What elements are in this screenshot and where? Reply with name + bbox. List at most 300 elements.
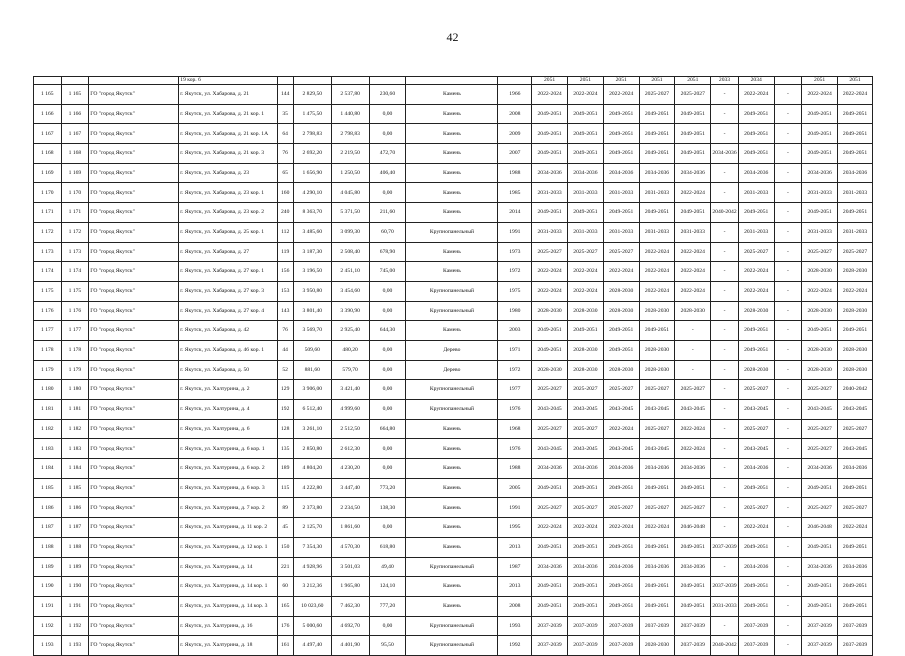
- cell-period: 2025-2027: [738, 242, 774, 262]
- cell-period: 2031-2033: [568, 222, 604, 242]
- cell-period: -: [711, 340, 739, 360]
- cell-period: 2034: [738, 77, 774, 85]
- cell-apartments: 119: [277, 242, 293, 262]
- cell-apartments: 176: [277, 616, 293, 636]
- table-row: [34, 124, 873, 144]
- cell-period: 2034-2036: [675, 459, 711, 479]
- cell-total-area: 2 829,50: [293, 85, 331, 105]
- cell-row-number: 1 170: [34, 183, 62, 203]
- cell-period: 2025-2027: [532, 498, 568, 518]
- cell-period: 2028-2030: [639, 301, 675, 321]
- cell-address: г. Якутск, ул. Хабарова, д. 42: [179, 321, 277, 341]
- cell-period: -: [774, 222, 802, 242]
- cell-address: г. Якутск, ул. Халтурина, д. 14 кор. 3: [179, 596, 277, 616]
- cell-row-number: 1 172: [34, 222, 62, 242]
- cell-period: 2049-2051: [838, 203, 873, 223]
- cell-row-number: 1 188: [34, 537, 62, 557]
- cell-residential-area: 480,20: [331, 340, 369, 360]
- cell-empty: [61, 77, 89, 85]
- cell-period: 2049-2051: [802, 577, 838, 597]
- cell-period: 2028-2030: [838, 360, 873, 380]
- cell-wall-material: Крупнопанельный: [406, 222, 498, 242]
- cell-period: 2049-2051: [639, 144, 675, 164]
- cell-period: -: [711, 557, 739, 577]
- cell-address: г. Якутск, ул. Хабарова, д. 27: [179, 242, 277, 262]
- cell-nonresidential-area: 0,00: [369, 124, 406, 144]
- cell-period: 2037-2039: [738, 636, 774, 656]
- cell-build-year: 1977: [498, 380, 532, 400]
- table-row: [34, 636, 873, 656]
- cell-period: -: [774, 242, 802, 262]
- cell-nonresidential-area: 138,30: [369, 498, 406, 518]
- cell-residential-area: 4 999,60: [331, 400, 369, 420]
- cell-wall-material: Камень: [406, 183, 498, 203]
- cell-total-area: 3 261,10: [293, 419, 331, 439]
- cell-period: 2025-2027: [568, 419, 604, 439]
- table-row: [34, 498, 873, 518]
- cell-period: 2034-2036: [603, 459, 639, 479]
- cell-period: 2025-2027: [802, 419, 838, 439]
- cell-municipality: ГО "город Якутск": [89, 518, 179, 538]
- cell-build-year: 1972: [498, 262, 532, 282]
- cell-residential-area: 1 440,80: [331, 104, 369, 124]
- cell-period: 2022-2024: [603, 262, 639, 282]
- cell-apartments: 221: [277, 557, 293, 577]
- cell-period: 2028-2030: [802, 360, 838, 380]
- cell-period: -: [774, 104, 802, 124]
- cell-period: -: [774, 360, 802, 380]
- cell-address: г. Якутск, ул. Хабарова, д. 21: [179, 85, 277, 105]
- cell-period: 2028-2030: [639, 340, 675, 360]
- cell-period: 2049-2051: [568, 537, 604, 557]
- cell-build-year: 2013: [498, 577, 532, 597]
- cell-nonresidential-area: 60,70: [369, 222, 406, 242]
- cell-total-area: 1 656,90: [293, 163, 331, 183]
- cell-period: 2028-2030: [603, 281, 639, 301]
- cell-total-area: 509,60: [293, 340, 331, 360]
- cell-build-year: 1985: [498, 183, 532, 203]
- page-number: 42: [446, 30, 459, 44]
- cell-period: -: [711, 439, 739, 459]
- cell-empty: [89, 77, 179, 85]
- cell-period: 2049-2051: [568, 596, 604, 616]
- cell-house-number: 1 165: [61, 85, 89, 105]
- cell-house-number: 1 185: [61, 478, 89, 498]
- cell-house-number: 1 179: [61, 360, 89, 380]
- cell-period: -: [711, 518, 739, 538]
- cell-wall-material: Крупнопанельный: [406, 400, 498, 420]
- cell-period: -: [774, 439, 802, 459]
- cell-total-area: 8 363,70: [293, 203, 331, 223]
- cell-period: 2028-2030: [568, 360, 604, 380]
- cell-residential-area: 2 234,50: [331, 498, 369, 518]
- cell-period: 2025-2027: [738, 498, 774, 518]
- cell-period: 2037-2039: [639, 616, 675, 636]
- cell-period: 2037-2039: [675, 636, 711, 656]
- cell-total-area: 4 222,80: [293, 478, 331, 498]
- cell-municipality: ГО "город Якутск": [89, 459, 179, 479]
- cell-nonresidential-area: 0,00: [369, 616, 406, 636]
- cell-period: 2031-2033: [802, 222, 838, 242]
- cell-address: г. Якутск, ул. Халтурина, д. 6: [179, 419, 277, 439]
- cell-period: 2049-2051: [838, 478, 873, 498]
- cell-row-number: 1 168: [34, 144, 62, 164]
- cell-period: 2040-2042: [711, 203, 739, 223]
- cell-period: 2043-2045: [603, 439, 639, 459]
- cell-period: 2022-2024: [532, 518, 568, 538]
- cell-wall-material: Камень: [406, 577, 498, 597]
- cell-period: 2028-2030: [568, 301, 604, 321]
- cell-nonresidential-area: 230,60: [369, 85, 406, 105]
- cell-period: 2043-2045: [802, 400, 838, 420]
- cell-period: 2043-2045: [675, 400, 711, 420]
- cell-row-number: 1 169: [34, 163, 62, 183]
- cell-period: 2034-2036: [738, 163, 774, 183]
- cell-empty: [34, 77, 62, 85]
- cell-period: 2034-2036: [802, 557, 838, 577]
- cell-period: 2025-2027: [675, 380, 711, 400]
- cell-period: 2031-2033: [838, 222, 873, 242]
- cell-row-number: 1 167: [34, 124, 62, 144]
- cell-period: 2025-2027: [568, 380, 604, 400]
- cell-nonresidential-area: 777,20: [369, 596, 406, 616]
- cell-total-area: 3 950,80: [293, 281, 331, 301]
- cell-period: 2034-2036: [603, 163, 639, 183]
- cell-period: 2049-2051: [532, 144, 568, 164]
- cell-address: г. Якутск, ул. Халтурина, д. 14 кор. 1: [179, 577, 277, 597]
- cell-period: 2049-2051: [675, 124, 711, 144]
- cell-build-year: 1971: [498, 340, 532, 360]
- cell-period: 2034-2036: [711, 144, 739, 164]
- cell-period: 2025-2027: [639, 498, 675, 518]
- cell-period: -: [774, 459, 802, 479]
- cell-period: 2025-2027: [532, 380, 568, 400]
- cell-period: 2025-2027: [532, 242, 568, 262]
- cell-apartments: 129: [277, 380, 293, 400]
- cell-period: 2049-2051: [802, 596, 838, 616]
- cell-period: 2025-2027: [802, 498, 838, 518]
- cell-period: 2049-2051: [568, 144, 604, 164]
- cell-period: 2049-2051: [639, 321, 675, 341]
- cell-period: 2034-2036: [838, 459, 873, 479]
- cell-period: -: [774, 144, 802, 164]
- cell-period: -: [774, 124, 802, 144]
- cell-period: 2031-2033: [532, 222, 568, 242]
- cell-municipality: ГО "город Якутск": [89, 242, 179, 262]
- cell-period: 2022-2024: [675, 281, 711, 301]
- cell-period: 2049-2051: [802, 203, 838, 223]
- cell-period: 2022-2024: [838, 518, 873, 538]
- cell-nonresidential-area: 0,00: [369, 104, 406, 124]
- cell-total-area: 7 354,30: [293, 537, 331, 557]
- cell-apartments: 192: [277, 400, 293, 420]
- cell-nonresidential-area: 406,40: [369, 163, 406, 183]
- cell-wall-material: Камень: [406, 478, 498, 498]
- cell-address: г. Якутск, ул. Хабарова, д. 23 кор. 2: [179, 203, 277, 223]
- cell-period: 2049-2051: [738, 144, 774, 164]
- cell-municipality: ГО "город Якутск": [89, 124, 179, 144]
- cell-period: 2049-2051: [675, 478, 711, 498]
- cell-period: 2049-2051: [738, 340, 774, 360]
- cell-row-number: 1 190: [34, 577, 62, 597]
- cell-row-number: 1 173: [34, 242, 62, 262]
- cell-address: г. Якутск, ул. Хабарова, д. 21 кор. 1: [179, 104, 277, 124]
- cell-period: 2049-2051: [738, 321, 774, 341]
- cell-period: 2025-2027: [738, 419, 774, 439]
- cell-period: 2049-2051: [603, 537, 639, 557]
- cell-address: г. Якутск, ул. Халтурина, д. 6 кор. 2: [179, 459, 277, 479]
- cell-wall-material: Камень: [406, 144, 498, 164]
- cell-period: 2049-2051: [838, 144, 873, 164]
- cell-period: 2025-2027: [532, 419, 568, 439]
- cell-apartments: 35: [277, 104, 293, 124]
- cell-period: -: [774, 163, 802, 183]
- cell-period: 2049-2051: [802, 144, 838, 164]
- cell-period: 2022-2024: [738, 85, 774, 105]
- cell-house-number: 1 177: [61, 321, 89, 341]
- cell-period: 2049-2051: [838, 321, 873, 341]
- cell-period: -: [774, 537, 802, 557]
- cell-period: 2037-2039: [711, 577, 739, 597]
- cell-period: -: [711, 380, 739, 400]
- cell-period: -: [711, 242, 739, 262]
- cell-period: 2022-2024: [738, 518, 774, 538]
- cell-wall-material: Камень: [406, 163, 498, 183]
- cell-period: -: [711, 104, 739, 124]
- cell-wall-material: Камень: [406, 419, 498, 439]
- cell-period: 2025-2027: [838, 419, 873, 439]
- cell-period: 2022-2024: [639, 262, 675, 282]
- housing-register-table: [33, 76, 873, 656]
- table-row: [34, 281, 873, 301]
- cell-period: 2049-2051: [802, 321, 838, 341]
- cell-address: г. Якутск, ул. Халтурина, д. 16: [179, 616, 277, 636]
- cell-period: 2028-2030: [802, 262, 838, 282]
- cell-row-number: 1 178: [34, 340, 62, 360]
- cell-total-area: 2 373,80: [293, 498, 331, 518]
- cell-period: 2025-2027: [568, 498, 604, 518]
- cell-period: -: [774, 321, 802, 341]
- cell-nonresidential-area: 0,00: [369, 281, 406, 301]
- cell-nonresidential-area: 773,20: [369, 478, 406, 498]
- cell-municipality: ГО "город Якутск": [89, 281, 179, 301]
- cell-period: 2034-2036: [639, 557, 675, 577]
- cell-house-number: 1 174: [61, 262, 89, 282]
- cell-period: -: [774, 203, 802, 223]
- cell-period: -: [711, 124, 739, 144]
- cell-period: 2051: [568, 77, 604, 85]
- cell-build-year: 1988: [498, 163, 532, 183]
- cell-period: 2043-2045: [603, 400, 639, 420]
- cell-house-number: 1 169: [61, 163, 89, 183]
- cell-wall-material: Камень: [406, 518, 498, 538]
- cell-period: 2049-2051: [738, 124, 774, 144]
- cell-apartments: 150: [277, 537, 293, 557]
- cell-address: 19 кор. 6: [179, 77, 277, 85]
- cell-build-year: 2013: [498, 537, 532, 557]
- cell-period: 2037-2039: [838, 636, 873, 656]
- cell-address: г. Якутск, ул. Хабарова, д. 23 кор. 1: [179, 183, 277, 203]
- cell-residential-area: 3 390,90: [331, 301, 369, 321]
- cell-address: г. Якутск, ул. Хабарова, д. 21 кор. 3: [179, 144, 277, 164]
- cell-period: 2031-2033: [639, 222, 675, 242]
- cell-period: 2043-2045: [639, 439, 675, 459]
- cell-period: 2025-2027: [639, 380, 675, 400]
- cell-period: 2025-2027: [603, 380, 639, 400]
- cell-municipality: ГО "город Якутск": [89, 498, 179, 518]
- cell-period: 2049-2051: [675, 203, 711, 223]
- cell-period: 2049-2051: [802, 124, 838, 144]
- table-row: [34, 242, 873, 262]
- cell-apartments: 112: [277, 222, 293, 242]
- cell-period: -: [774, 85, 802, 105]
- cell-period: 2049-2051: [738, 104, 774, 124]
- cell-nonresidential-area: 0,00: [369, 301, 406, 321]
- cell-apartments: 135: [277, 439, 293, 459]
- cell-period: 2037-2039: [603, 636, 639, 656]
- cell-period: 2043-2045: [738, 400, 774, 420]
- cell-row-number: 1 186: [34, 498, 62, 518]
- cell-period: 2028-2030: [838, 301, 873, 321]
- cell-period: 2022-2024: [603, 518, 639, 538]
- cell-build-year: 1976: [498, 400, 532, 420]
- cell-period: -: [711, 163, 739, 183]
- cell-nonresidential-area: 49,40: [369, 557, 406, 577]
- cell-municipality: ГО "город Якутск": [89, 340, 179, 360]
- cell-municipality: ГО "город Якутск": [89, 419, 179, 439]
- cell-residential-area: 2 798,83: [331, 124, 369, 144]
- cell-period: 2022-2024: [603, 419, 639, 439]
- cell-period: 2022-2024: [568, 518, 604, 538]
- cell-wall-material: Камень: [406, 85, 498, 105]
- cell-address: г. Якутск, ул. Хабарова, д. 50: [179, 360, 277, 380]
- cell-residential-area: 1 861,60: [331, 518, 369, 538]
- cell-apartments: 89: [277, 498, 293, 518]
- cell-row-number: 1 171: [34, 203, 62, 223]
- cell-period: 2031-2033: [738, 222, 774, 242]
- cell-period: 2043-2045: [838, 439, 873, 459]
- cell-build-year: 1987: [498, 557, 532, 577]
- cell-period: 2046-2048: [802, 518, 838, 538]
- cell-nonresidential-area: 0,00: [369, 360, 406, 380]
- cell-municipality: ГО "город Якутск": [89, 301, 179, 321]
- cell-address: г. Якутск, ул. Халтурина, д. 11 кор. 2: [179, 518, 277, 538]
- cell-nonresidential-area: 0,00: [369, 459, 406, 479]
- cell-period: -: [774, 301, 802, 321]
- cell-period: 2034-2036: [532, 163, 568, 183]
- cell-period: -: [711, 301, 739, 321]
- cell-house-number: 1 188: [61, 537, 89, 557]
- cell-row-number: 1 174: [34, 262, 62, 282]
- cell-period: -: [774, 400, 802, 420]
- cell-period: 2051: [639, 77, 675, 85]
- table-row: [34, 518, 873, 538]
- cell-apartments: 76: [277, 321, 293, 341]
- table-row: [34, 459, 873, 479]
- table-row: [34, 439, 873, 459]
- cell-apartments: 143: [277, 301, 293, 321]
- cell-address: г. Якутск, ул. Хабарова, д. 46 кор. 1: [179, 340, 277, 360]
- cell-period: 2022-2024: [639, 281, 675, 301]
- cell-apartments: 64: [277, 124, 293, 144]
- cell-house-number: 1 168: [61, 144, 89, 164]
- cell-nonresidential-area: 644,30: [369, 321, 406, 341]
- table-body: [34, 77, 873, 656]
- cell-residential-area: 2 925,40: [331, 321, 369, 341]
- cell-house-number: 1 175: [61, 281, 89, 301]
- cell-period: 2025-2027: [639, 85, 675, 105]
- cell-period: 2025-2027: [675, 85, 711, 105]
- cell-period: 2049-2051: [639, 203, 675, 223]
- cell-period: -: [711, 281, 739, 301]
- table-row: [34, 478, 873, 498]
- cell-wall-material: Крупнопанельный: [406, 557, 498, 577]
- cell-period: 2034-2036: [802, 459, 838, 479]
- cell-wall-material: Камень: [406, 104, 498, 124]
- cell-period: -: [711, 498, 739, 518]
- cell-period: 2031-2033: [711, 596, 739, 616]
- cell-period: 2049-2051: [603, 577, 639, 597]
- cell-period: -: [774, 498, 802, 518]
- cell-house-number: 1 193: [61, 636, 89, 656]
- cell-wall-material: Крупнопанельный: [406, 380, 498, 400]
- cell-period: 2049-2051: [675, 104, 711, 124]
- cell-period: 2034-2036: [838, 163, 873, 183]
- cell-total-area: 3 906,00: [293, 380, 331, 400]
- table-row-continuation: [34, 77, 873, 85]
- cell-total-area: 4 290,10: [293, 183, 331, 203]
- cell-period: -: [774, 183, 802, 203]
- cell-municipality: ГО "город Якутск": [89, 203, 179, 223]
- cell-period: 2049-2051: [738, 577, 774, 597]
- cell-period: 2025-2027: [603, 242, 639, 262]
- cell-period: 2049-2051: [568, 478, 604, 498]
- cell-residential-area: 4 045,80: [331, 183, 369, 203]
- cell-period: 2049-2051: [675, 144, 711, 164]
- cell-municipality: ГО "город Якутск": [89, 537, 179, 557]
- table-row: [34, 301, 873, 321]
- cell-period: 2034-2036: [568, 459, 604, 479]
- cell-row-number: 1 181: [34, 400, 62, 420]
- cell-period: -: [774, 380, 802, 400]
- cell-period: 2049-2051: [802, 104, 838, 124]
- cell-residential-area: 4 692,70: [331, 616, 369, 636]
- cell-build-year: 2007: [498, 144, 532, 164]
- cell-period: 2049-2051: [603, 203, 639, 223]
- cell-wall-material: Камень: [406, 124, 498, 144]
- cell-house-number: 1 184: [61, 459, 89, 479]
- cell-residential-area: 2 612,30: [331, 439, 369, 459]
- cell-nonresidential-area: 0,00: [369, 183, 406, 203]
- cell-row-number: 1 192: [34, 616, 62, 636]
- cell-empty: [331, 77, 369, 85]
- cell-apartments: 240: [277, 203, 293, 223]
- cell-wall-material: Крупнопанельный: [406, 616, 498, 636]
- cell-period: 2037-2039: [675, 616, 711, 636]
- cell-address: г. Якутск, ул. Хабарова, д. 27 кор. 3: [179, 281, 277, 301]
- cell-total-area: 3 485,60: [293, 222, 331, 242]
- cell-period: 2034-2036: [568, 163, 604, 183]
- cell-period: 2034-2036: [802, 163, 838, 183]
- cell-row-number: 1 191: [34, 596, 62, 616]
- cell-period: 2049-2051: [603, 596, 639, 616]
- cell-nonresidential-area: 745,00: [369, 262, 406, 282]
- table-row: [34, 203, 873, 223]
- cell-period: 2025-2027: [603, 498, 639, 518]
- cell-row-number: 1 185: [34, 478, 62, 498]
- cell-residential-area: 1 250,50: [331, 163, 369, 183]
- cell-build-year: 1980: [498, 301, 532, 321]
